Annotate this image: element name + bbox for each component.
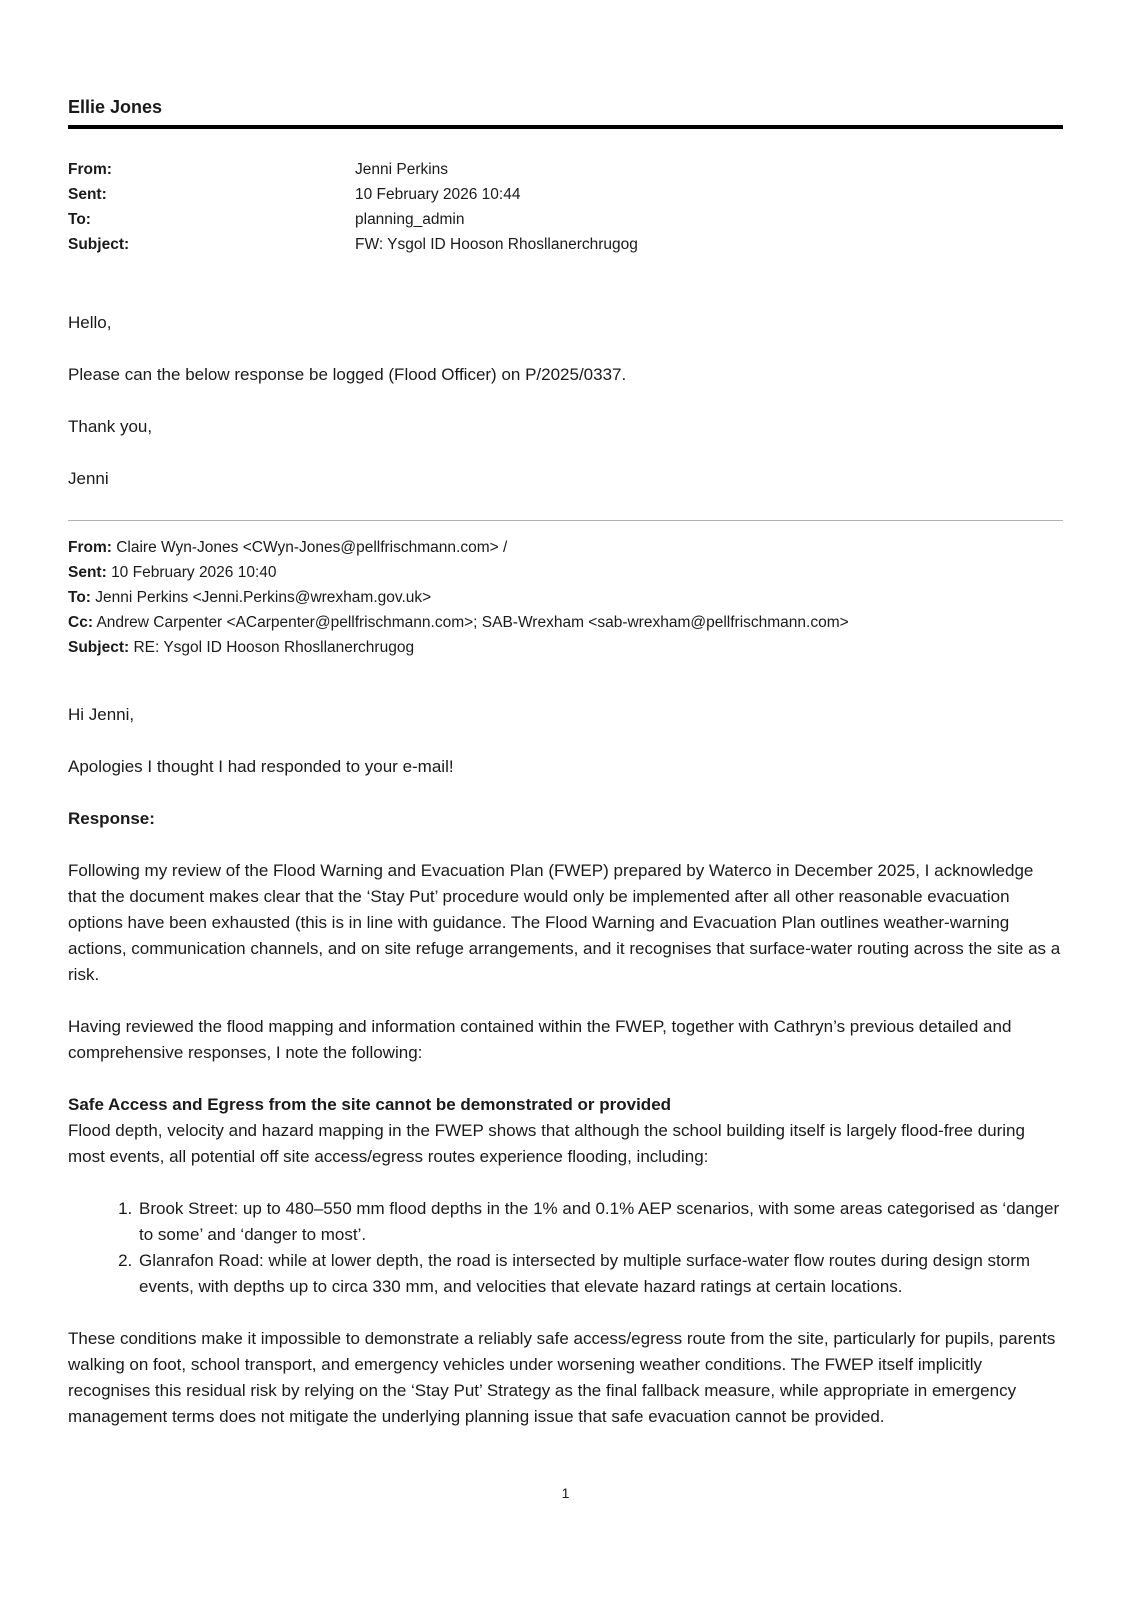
quoted-meta-line-to [68,585,1063,610]
flood-route-list [68,1196,1063,1300]
reply-greeting: Hi Jenni, [68,705,135,724]
forward-thanks-line: Thank you, [68,417,153,436]
meta-row-sent [68,185,638,210]
meta-label-from: From: [68,161,112,178]
forward-greeting: Hello, [68,313,112,332]
reply-apology-line: Apologies I thought I had responded to your e-mail! [68,757,454,776]
meta-row-from [68,160,638,185]
reply-paragraph-4: These conditions make it impossible to demonstrate a reliably safe access/egress route from the site, particularly for pupils, parents walking on foot, school transport, and emergency vehicles under worsening weather conditions. The FWEP itself implicitly recognises this residual risk by relying on the ‘Stay Put’ Strategy as the final fallback measure, while appropriate in emergency management terms does not mitigate the underlying planning issue that safe evacuation cannot be provided. [68,1329,1056,1426]
quoted-email-header [68,535,1063,660]
meta-value-subject: FW: Ysgol ID Hooson Rhosllanerchrugog [355,236,638,253]
quoted-value-subject: RE: Ysgol ID Hooson Rhosllanerchrugog [133,639,415,656]
mailbox-owner-name: Ellie Jones [68,97,163,117]
reply-paragraph-3: Flood depth, velocity and hazard mapping in the FWEP shows that although the school building itself is largely flood-free during most events, all potential off site access/egress routes experience flooding, including: [68,1121,1025,1166]
quoted-label-cc: Cc: [68,614,93,631]
quoted-meta-line-sent [68,560,1063,585]
quoted-value-from: Claire Wyn-Jones <CWyn-Jones@pellfrischmann.com> / [116,539,508,556]
quoted-value-sent: 10 February 2026 10:40 [111,564,277,581]
quoted-label-subject: Subject: [68,639,130,656]
quoted-meta-line-cc [68,610,1063,635]
meta-row-subject [68,235,638,260]
reply-paragraph-1: Following my review of the Flood Warning and Evacuation Plan (FWEP) prepared by Waterco in December 2025, I acknowledge that the document makes clear that the ‘Stay Put’ procedure would only be implemented after all other reasonable evacuation options have been exhausted (this is in line with guidance. The Flood Warning and Evacuation Plan outlines weather-warning actions, communication channels, and on site refuge arrangements, and it recognises that surface-water routing across the site as a risk. [68,861,1061,984]
meta-label-to: To: [68,211,91,228]
quoted-email-divider [68,520,1063,521]
quoted-value-cc: Andrew Carpenter <ACarpenter@pellfrischmann.com>; SAB-Wrexham <sab-wrexham@pellfrischmann.com> [96,614,849,631]
quoted-value-to: Jenni Perkins <Jenni.Perkins@wrexham.gov.uk> [95,589,432,606]
meta-value-from: Jenni Perkins [355,161,449,178]
list-item-brook-street: 1. Brook Street: up to 480–550 mm flood depths in the 1% and 0.1% AEP scenarios, with some areas categorised as ‘danger to some’ and ‘danger to most’. [137,1196,1063,1248]
section-heading-safe-access: Safe Access and Egress from the site cannot be demonstrated or provided [68,1095,672,1114]
quoted-meta-line-from [68,535,1063,560]
meta-row-to [68,210,638,235]
quoted-label-sent: Sent: [68,564,107,581]
quoted-label-from: From: [68,539,112,556]
forward-signature: Jenni [68,469,109,488]
quoted-label-to: To: [68,589,91,606]
meta-value-to: planning_admin [355,211,465,228]
meta-label-subject: Subject: [68,236,130,253]
response-label: Response: [68,809,155,828]
quoted-meta-line-subject [68,635,1063,660]
list-item-glanrafon-road: 2. Glanrafon Road: while at lower depth, the road is intersected by multiple surface-water flow routes during design storm events, with depths up to circa 330 mm, and velocities that elevate hazard ratings at certain locations. [137,1248,1063,1300]
page-number: 1 [561,1485,570,1501]
meta-value-sent: 10 February 2026 10:44 [355,186,521,203]
meta-label-sent: Sent: [68,186,107,203]
header-rule [68,125,1063,129]
reply-paragraph-2: Having reviewed the flood mapping and information contained within the FWEP, together with Cathryn’s previous detailed and comprehensive responses, I note the following: [68,1017,1012,1062]
email-meta-table [68,160,638,260]
forward-request-line: Please can the below response be logged (Flood Officer) on P/2025/0337. [68,365,627,384]
